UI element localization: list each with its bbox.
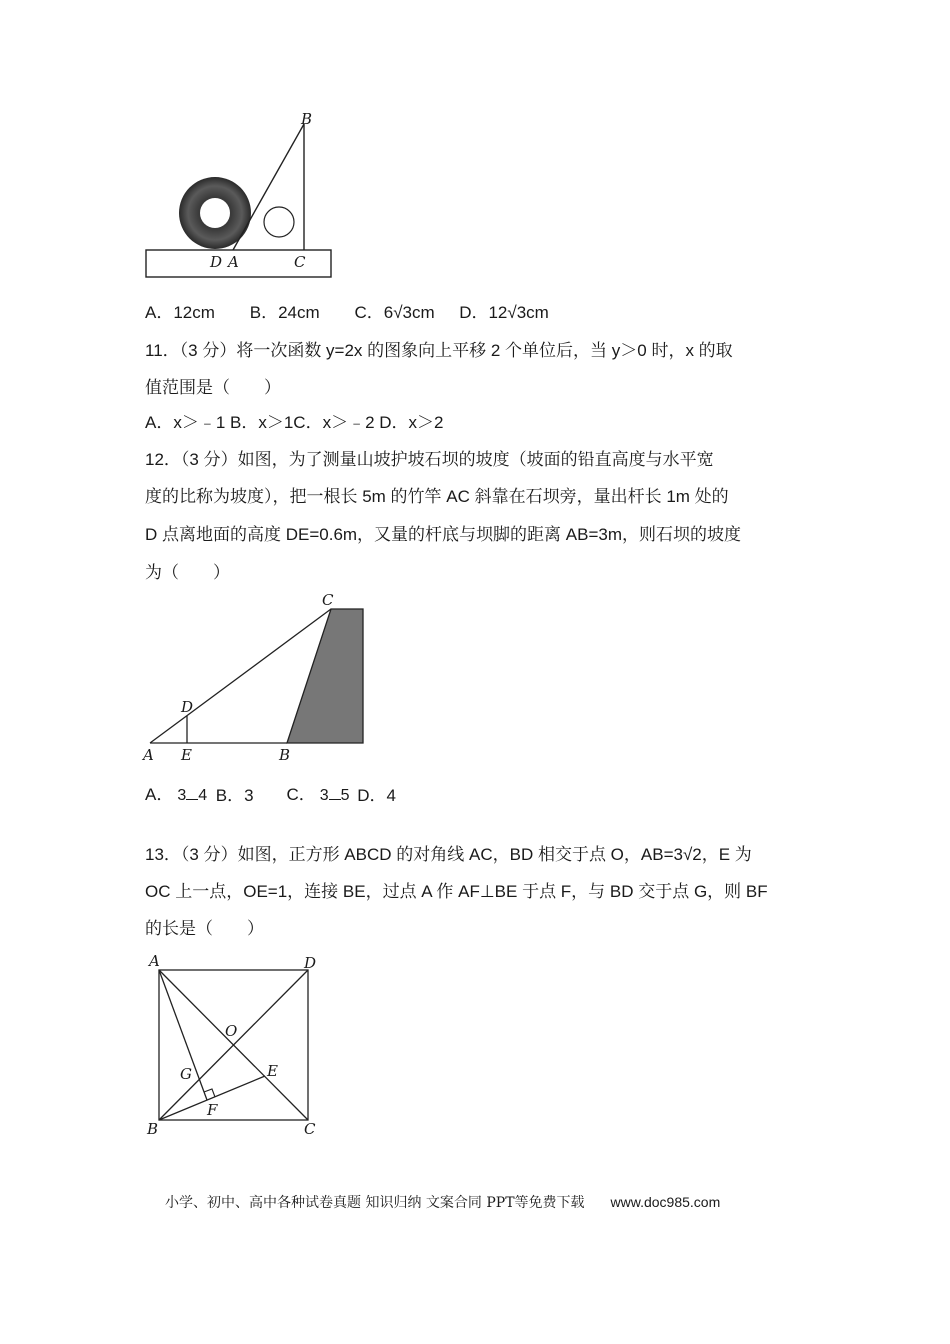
q12-line-3: D 点离地面的高度 DE=0.6m，又量的杆底与坝脚的距离 AB=3m，则石坝的坡度: [145, 525, 742, 544]
frac-denominator: 4: [198, 787, 208, 805]
rod-AB: [233, 124, 304, 250]
frac-numerator: 3: [177, 787, 187, 805]
q12-line-2: 度的比称为坡度），把一根长 5m 的竹竿 AC 斜靠在石坝旁，量出杆长 1m 处的: [145, 487, 729, 506]
q13-label-D: D: [304, 954, 317, 972]
q12-option-d: D．4: [357, 785, 396, 805]
q13-label-C: C: [304, 1120, 316, 1138]
q10-label-A: A: [228, 253, 239, 271]
q12-label-D: D: [181, 698, 194, 716]
page-footer: [165, 1192, 720, 1212]
q12-figure-svg: [140, 590, 375, 770]
q12-line-1: 12．（3 分）如图，为了测量山坡护坡石坝的坡度（坡面的铅直高度与水平宽: [145, 450, 714, 469]
q10-figure-svg: [140, 108, 340, 283]
q12-option-a-prefix: A．: [145, 785, 174, 804]
q11-options: A．x＞﹣1 B．x＞1C．x＞﹣2 D．x＞2: [145, 413, 444, 432]
q10-label-C: C: [294, 253, 306, 271]
q12-label-B: B: [279, 746, 291, 764]
q13-figure-svg: [140, 950, 330, 1140]
q10-label-D: D: [210, 253, 223, 271]
q11-line-2: 值范围是（ ）: [145, 378, 281, 397]
q12-label-C: C: [322, 591, 334, 609]
q10-figure: [140, 108, 340, 283]
q12-line-4: 为（ ）: [145, 563, 230, 582]
q10-option-c: C．6√3cm: [354, 303, 435, 322]
q10-option-d: D．12√3cm: [459, 303, 549, 322]
footer-url[interactable]: www.doc985.com: [610, 1194, 721, 1210]
frac-denominator: 5: [340, 787, 350, 805]
q13-line-1: 13．（3 分）如图，正方形 ABCD 的对角线 AC，BD 相交于点 O，AB=3√2，E 为: [145, 845, 752, 864]
fraction-3-4: [177, 786, 207, 805]
q12-label-A: A: [143, 746, 154, 764]
q12-option-b: B．3: [215, 785, 254, 805]
q10-option-b: B．24cm: [249, 303, 320, 322]
frac-numerator: 3: [319, 787, 329, 805]
q12-option-c-prefix: C．: [286, 785, 316, 804]
small-circle: [264, 207, 294, 237]
q13-label-G: G: [180, 1065, 192, 1083]
fraction-3-5: [320, 786, 350, 805]
q12-option-c: [286, 784, 352, 806]
footer-text: 小学、初中、高中各种试卷真题 知识归纳 文案合同 PPT等免费下载: [165, 1195, 585, 1211]
q13-label-A: A: [149, 952, 160, 970]
q12-label-E: E: [181, 746, 192, 764]
q13-label-E: E: [267, 1062, 278, 1080]
q13-label-O: O: [225, 1022, 238, 1040]
q10-label-B: B: [301, 110, 313, 128]
q13-label-F: F: [207, 1101, 218, 1119]
q13-line-3: 的长是（ ）: [145, 919, 264, 938]
q13-figure: [140, 950, 330, 1140]
q13-line-2: OC 上一点，OE=1，连接 BE，过点 A 作 AF⊥BE 于点 F，与 BD 交于点 G，则 BF: [145, 882, 768, 901]
dam-shape: [287, 609, 363, 743]
q12-figure: [140, 590, 375, 770]
q10-options: [145, 302, 549, 324]
q11-line-1: 11．（3 分）将一次函数 y=2x 的图象向上平移 2 个单位后，当 y＞0 时，x 的取: [145, 341, 733, 360]
q12-options: [145, 784, 396, 807]
ring-hole: [200, 198, 230, 228]
q12-option-a: [145, 784, 211, 806]
q13-label-B: B: [147, 1120, 159, 1138]
q10-option-a: A．12cm: [145, 303, 215, 322]
